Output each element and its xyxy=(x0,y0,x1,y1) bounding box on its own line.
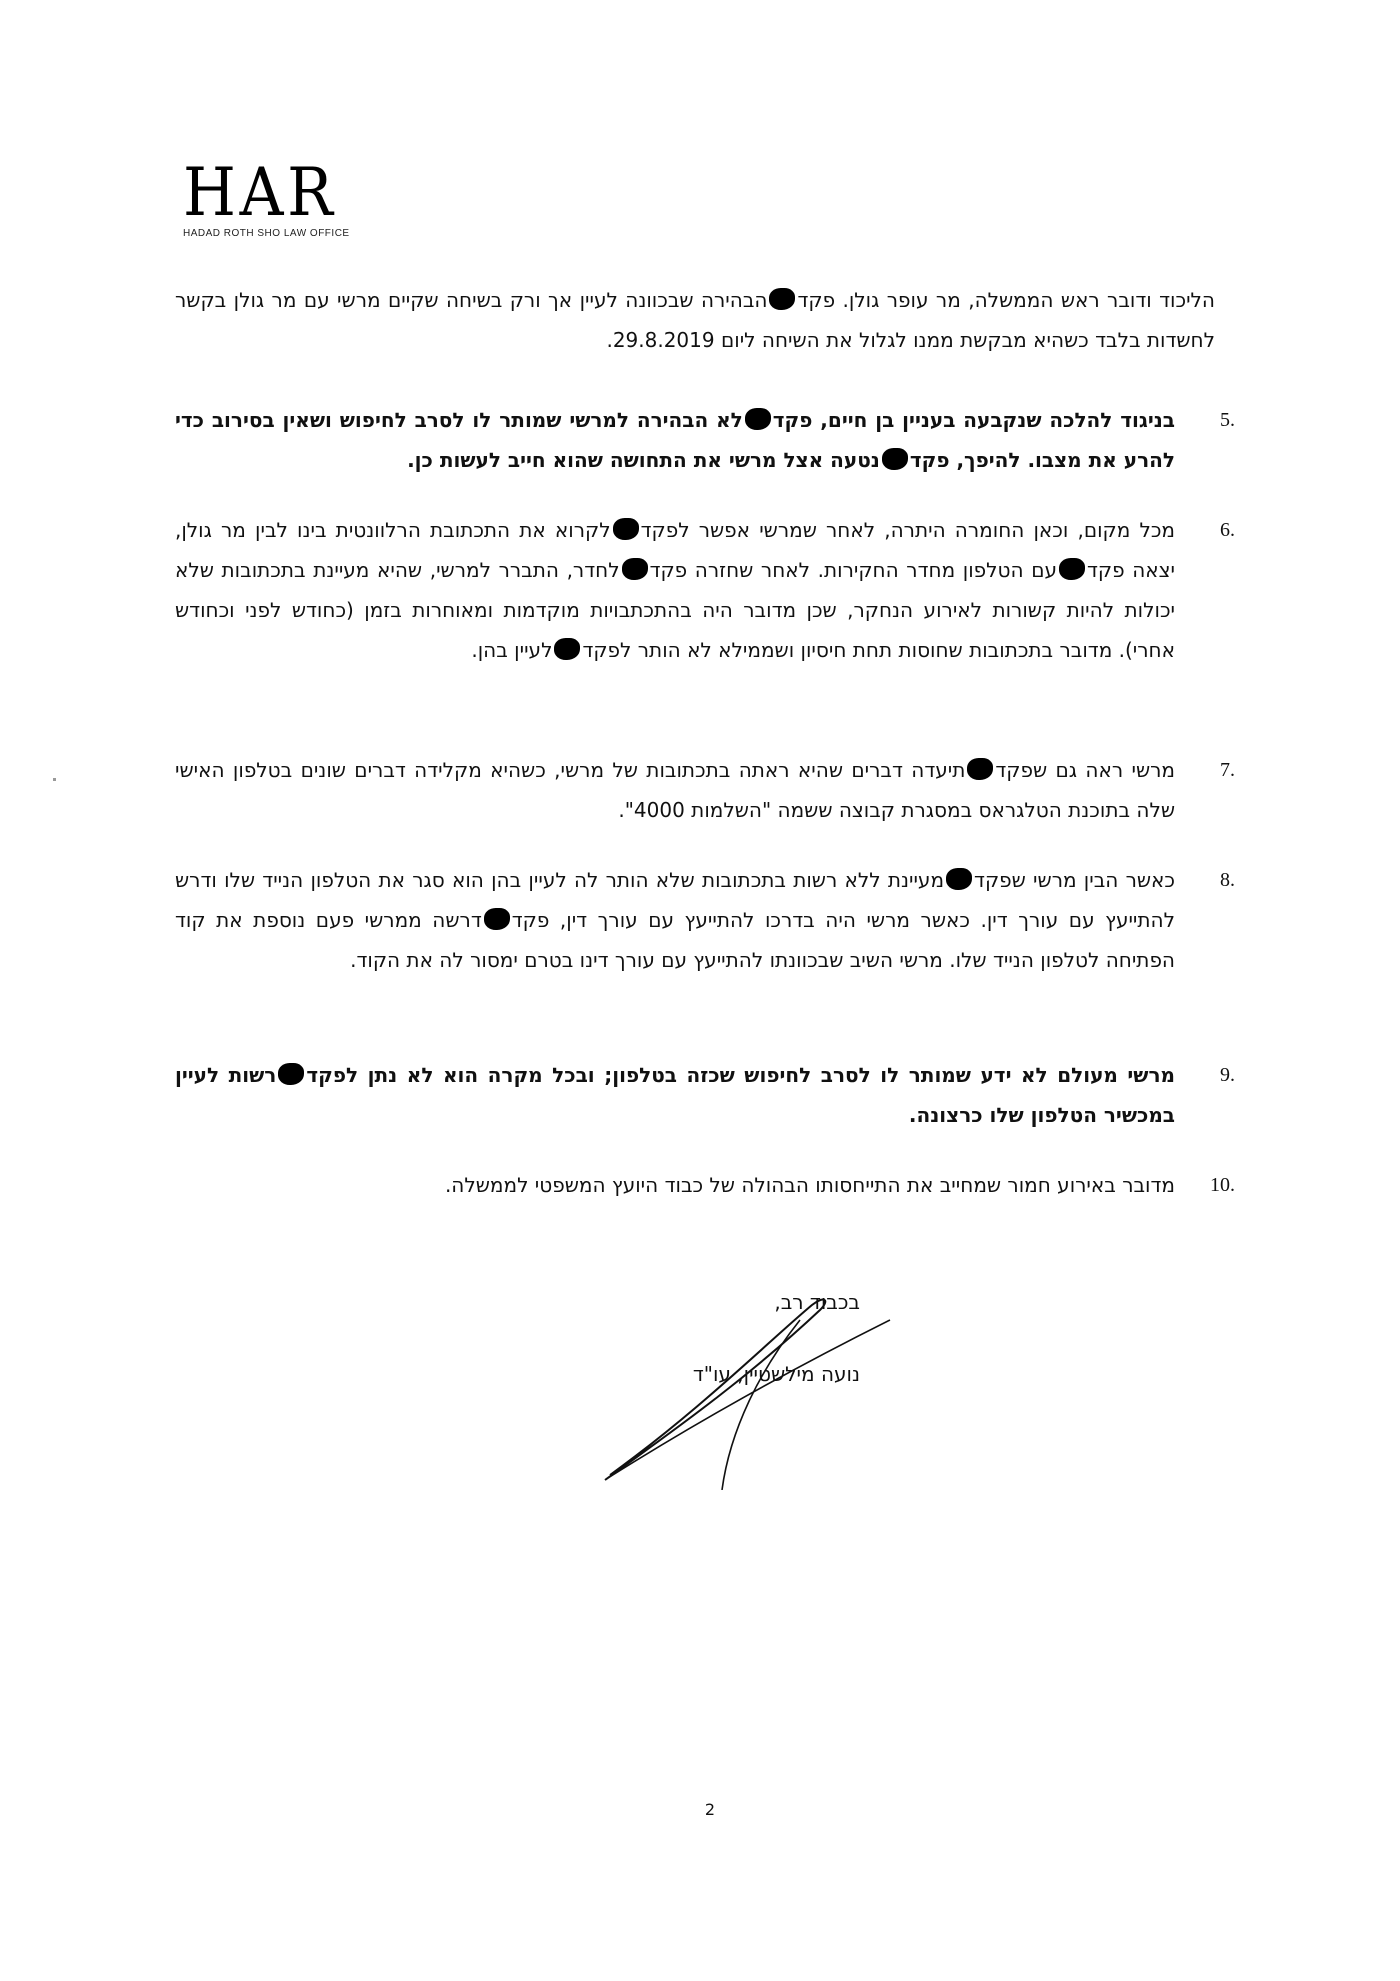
salutation: בכבוד רב, xyxy=(774,1290,860,1314)
redaction-mark xyxy=(745,408,771,430)
signature-icon xyxy=(600,1290,900,1490)
paragraph-text: דרשה ממרשי פעם נוספת את קוד הפתיחה לטלפון הנייד שלו. מרשי השיב שבכוונתו להתייעץ עם עורך דינו בטרם ימסור לה את הקוד. xyxy=(175,908,1175,972)
intro-text-2: עם מר גולן בקשר לחשדות בלבד כשהיא מבקשת ממנו לגלול את השיחה ליום 29.8.2019. xyxy=(175,288,1215,352)
redaction-mark xyxy=(967,758,993,780)
paragraph-text: עם הטלפון מחדר החקירות. לאחר שחזרה פקד xyxy=(649,558,1057,582)
paragraph-number: 8. xyxy=(1220,869,1235,891)
paragraph-number: 6. xyxy=(1220,519,1235,541)
logo-subtitle: HADAD ROTH SHO LAW OFFICE xyxy=(183,228,350,239)
letterhead-logo xyxy=(183,154,383,239)
paragraph-text: מדובר באירוע חמור שמחייב את התייחסותו הבהולה של כבוד היועץ המשפטי לממשלה. xyxy=(444,1173,1175,1197)
paragraph-text: מכל מקום, וכאן החומרה היתרה, לאחר שמרשי אפשר לפקד xyxy=(640,518,1175,542)
paragraph-7 xyxy=(175,750,1235,830)
paragraph-10 xyxy=(175,1165,1235,1205)
paragraph-5 xyxy=(175,400,1235,480)
intro-text-1: הליכוד ודובר ראש הממשלה, מר עופר גולן. פקד xyxy=(797,288,1215,312)
paragraph-text: נטעה אצל מרשי את התחושה שהוא חייב לעשות כן. xyxy=(407,448,880,472)
redaction-mark xyxy=(882,448,908,470)
paragraph-text: לחדר, התברר למרשי, שהיא מעיינת בתכתובות שלא יכולות להיות קשורות לאירוע הנחקר, שכן מדובר היה בהתכתבויות מוקדמות ומאוחרות בזמן (כחודש לפני וכחודש אחרי). מדובר בתכתובות שחוסות תחת חיסיון ושממילא לא הותר לפקד xyxy=(175,558,1175,662)
paragraph-text: לקרוא את התכתובת הרלוונטית בינו לבין מר גולן, יצאה פקד xyxy=(175,518,1175,582)
paragraph-text: מרשי מעולם לא ידע שמותר לו לסרב לחיפוש שכזה בטלפון; ובכל מקרה הוא לא נתן לפקד xyxy=(306,1063,1175,1087)
signer-name: נועה מילשטיין, עו"ד xyxy=(692,1362,860,1386)
redaction-mark xyxy=(622,558,648,580)
page-number: 2 xyxy=(704,1800,716,1819)
paragraph-text: בניגוד להלכה שנקבעה בעניין בן חיים, פקד xyxy=(772,408,1175,432)
paragraph-text: מעיינת ללא רשות בתכתובות שלא הותר לה לעיין בהן הוא סגר את הטלפון הנייד שלו ודרש להתייעץ עם עורך דין. כאשר מרשי היה בדרכו להתייעץ עם עורך דין, פקד xyxy=(175,868,1175,932)
paragraph-number: 10. xyxy=(1210,1174,1235,1196)
redaction-mark xyxy=(613,518,639,540)
paragraph-number: 9. xyxy=(1220,1064,1235,1086)
redaction-mark xyxy=(946,868,972,890)
paragraph-text: תיעדה דברים שהיא ראתה בתכתובות של מרשי, כשהיא מקלידה דברים שונים בטלפון האישי שלה בתוכנת הטלגראס במסגרת קבוצה ששמה "השלמות 4000". xyxy=(175,758,1175,822)
paragraph-text: מרשי ראה גם שפקד xyxy=(995,758,1176,782)
redaction-mark xyxy=(278,1063,304,1085)
intro-text-1b: הבהירה שבכוונה לעיין אך ורק בשיחה שקיים מרשי xyxy=(337,288,768,312)
paragraph-number: 7. xyxy=(1220,759,1235,781)
redaction-mark xyxy=(1059,558,1085,580)
intro-paragraph xyxy=(175,280,1215,360)
logo-mark: HAR xyxy=(183,154,337,231)
paragraph-6 xyxy=(175,510,1235,670)
scan-artifact xyxy=(53,778,56,781)
paragraph-text: רשות לעיין במכשיר הטלפון שלו כרצונה. xyxy=(175,1063,1175,1127)
paragraph-text: לעיין בהן. xyxy=(471,638,553,662)
paragraph-9 xyxy=(175,1055,1235,1135)
paragraph-8 xyxy=(175,860,1235,980)
redaction-mark xyxy=(769,288,795,310)
redaction-mark xyxy=(554,638,580,660)
redaction-mark xyxy=(484,908,510,930)
paragraph-number: 5. xyxy=(1220,409,1235,431)
paragraph-text: לא הבהירה למרשי שמותר לו לסרב לחיפוש ושאין בסירוב כדי להרע את מצבו. להיפך, פקד xyxy=(175,408,1175,472)
paragraph-text: כאשר הבין מרשי שפקד xyxy=(974,868,1175,892)
